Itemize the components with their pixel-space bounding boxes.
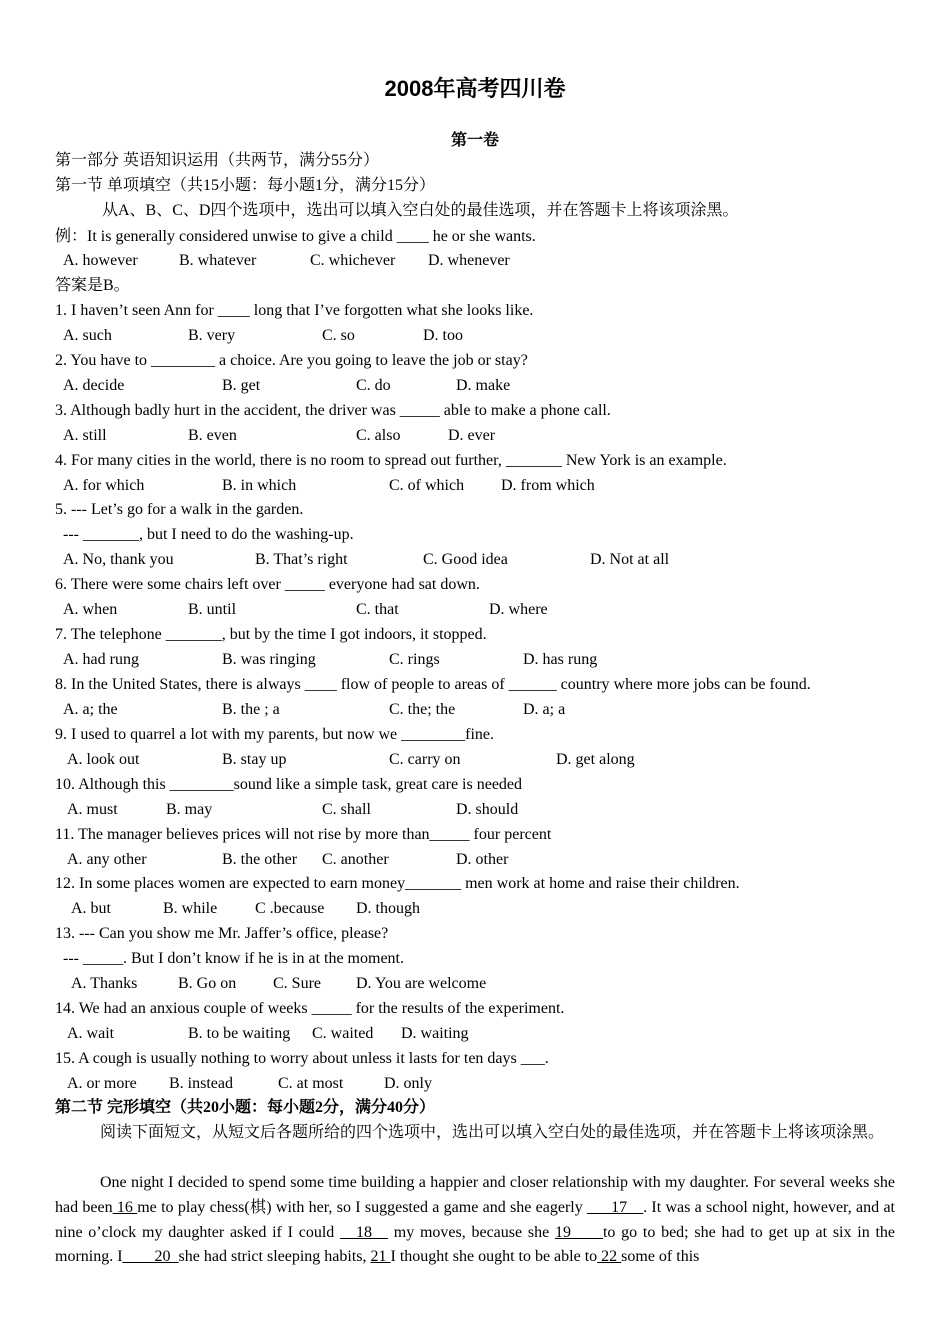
option-d: D. has rung: [523, 651, 598, 668]
option-c: C. carry on: [389, 751, 461, 768]
option-c: C. at most: [278, 1075, 344, 1092]
part-heading: 第一部分 英语知识运用（共两节，满分55分）: [55, 152, 380, 169]
example-option-c: C. whichever: [310, 252, 396, 269]
passage-text: me to play chess(棋) with her, so I suggested a game and she eagerly: [137, 1198, 588, 1216]
question-stem: 10. Although this ________sound like a simple task, great care is needed: [55, 776, 523, 793]
question-stem: 15. A cough is usually nothing to worry about unless it lasts for ten days ___.: [55, 1050, 549, 1067]
example-option-d: D. whenever: [428, 252, 510, 269]
cloze-blank-21: 21: [370, 1248, 391, 1266]
cloze-blank-20: ____20_: [122, 1248, 179, 1266]
option-d: D. waiting: [401, 1025, 469, 1042]
passage-text: some of this: [621, 1248, 700, 1266]
option-b: B. may: [166, 801, 213, 818]
option-d: D. should: [456, 801, 519, 818]
cloze-blank-16: 16: [112, 1198, 138, 1216]
option-b: B. to be waiting: [188, 1025, 291, 1042]
option-c: C. do: [356, 377, 391, 394]
option-b: B. was ringing: [222, 651, 316, 668]
option-a: A. Thanks: [71, 975, 138, 992]
cloze-blank-19: 19____: [554, 1223, 603, 1241]
option-a: A. must: [67, 801, 118, 818]
cloze-passage: [55, 1171, 895, 1270]
cloze-blank-18: __18__: [340, 1223, 389, 1241]
option-b: B. the ; a: [222, 701, 280, 718]
option-d: D. a; a: [523, 701, 566, 718]
question-stem: 6. There were some chairs left over _____ everyone had sat down.: [55, 576, 480, 593]
volume-heading: 第一卷: [450, 132, 499, 149]
question-stem: 13. --- Can you show me Mr. Jaffer’s office, please?: [55, 925, 389, 942]
cloze-blank-22: 22: [597, 1248, 622, 1266]
option-c: C. rings: [389, 651, 440, 668]
section2-heading: 第二节 完形填空（共20小题：每小题2分，满分40分）: [55, 1099, 436, 1116]
option-b: B. instead: [169, 1075, 233, 1092]
section2-instruction: 阅读下面短文，从短文后各题所给的四个选项中，选出可以填入空白处的最佳选项，并在答题卡上将该项涂黑。: [100, 1124, 885, 1141]
question-stem: 11. The manager believes prices will not rise by more than_____ four percent: [55, 826, 552, 843]
example-stem: 例：It is generally considered unwise to give a child ____ he or she wants.: [55, 228, 536, 245]
option-c: C. waited: [312, 1025, 374, 1042]
passage-text: I thought she ought to be able to: [390, 1248, 598, 1266]
option-a: A. had rung: [63, 651, 139, 668]
passage-text: she had strict sleeping habits,: [178, 1248, 371, 1266]
option-b: B. while: [163, 900, 218, 917]
question-stem: 1. I haven’t seen Ann for ____ long that I’ve forgotten what she looks like.: [55, 302, 534, 319]
option-d: D. though: [356, 900, 420, 917]
option-c: C. shall: [322, 801, 371, 818]
example-answer: 答案是B。: [55, 277, 130, 294]
option-a: A. a; the: [63, 701, 118, 718]
option-a: A. for which: [63, 477, 145, 494]
option-b: B. in which: [222, 477, 297, 494]
question-stem: 7. The telephone _______, but by the time I got indoors, it stopped.: [55, 626, 487, 643]
option-b: B. until: [188, 601, 237, 618]
option-b: B. very: [188, 327, 236, 344]
option-b: B. Go on: [178, 975, 237, 992]
option-a: A. wait: [67, 1025, 115, 1042]
question-stem-line2: --- _____. But I don’t know if he is in at the moment.: [63, 950, 404, 967]
option-a: A. such: [63, 327, 112, 344]
question-stem: 9. I used to quarrel a lot with my parents, but now we ________fine.: [55, 726, 495, 743]
passage-text: to go to bed; she had to get up at six in the morning. I: [55, 1223, 895, 1266]
option-d: D. where: [489, 601, 548, 618]
option-d: D. only: [384, 1075, 432, 1092]
question-stem: 12. In some places women are expected to earn money_______ men work at home and raise their children.: [55, 875, 740, 892]
option-c: C. Sure: [273, 975, 321, 992]
option-c: C. that: [356, 601, 399, 618]
question-stem-line2: --- _______, but I need to do the washing-up.: [63, 526, 354, 543]
passage-text: my moves, because she: [388, 1223, 555, 1241]
option-a: A. decide: [63, 377, 125, 394]
option-d: D. ever: [448, 427, 496, 444]
option-b: B. stay up: [222, 751, 287, 768]
option-a: A. look out: [67, 751, 140, 768]
option-a: A. or more: [67, 1075, 137, 1092]
option-c: C. of which: [389, 477, 465, 494]
section-heading: 第一节 单项填空（共15小题：每小题1分，满分15分）: [55, 177, 436, 194]
cloze-blank-17: ___17__: [587, 1198, 644, 1216]
option-d: D. other: [456, 851, 509, 868]
question-stem: 5. --- Let’s go for a walk in the garden.: [55, 501, 304, 518]
option-a: A. still: [63, 427, 107, 444]
option-c: C .because: [255, 900, 325, 917]
option-a: A. No, thank you: [63, 551, 174, 568]
option-d: D. make: [456, 377, 511, 394]
option-d: D. Not at all: [590, 551, 670, 568]
passage-text: One night I decided to spend some time building a happier and closer relationship with my daughter. For several weeks she had been: [55, 1174, 895, 1216]
option-d: D. too: [423, 327, 463, 344]
option-d: D. You are welcome: [356, 975, 487, 992]
option-a: A. but: [71, 900, 111, 917]
question-stem: 4. For many cities in the world, there is no room to spread out further, _______ New York is an example.: [55, 452, 727, 469]
page-title: 2008年高考四川卷: [384, 76, 566, 101]
question-stem: 3. Although badly hurt in the accident, the driver was _____ able to make a phone call.: [55, 402, 611, 419]
option-d: D. from which: [501, 477, 595, 494]
option-c: C. also: [356, 427, 401, 444]
passage-text: . It was a school night, however, and at nine o’clock my daughter asked if I could: [55, 1198, 895, 1241]
option-a: A. any other: [67, 851, 147, 868]
option-c: C. so: [322, 327, 355, 344]
section-instruction: 从A、B、C、D四个选项中，选出可以填入空白处的最佳选项，并在答题卡上将该项涂黑。: [102, 202, 739, 219]
example-option-b: B. whatever: [179, 252, 257, 269]
option-c: C. the; the: [389, 701, 456, 718]
question-stem: 8. In the United States, there is always ____ flow of people to areas of ______ country where more jobs can be found.: [55, 676, 811, 693]
option-d: D. get along: [556, 751, 635, 768]
option-b: B. That’s right: [255, 551, 348, 568]
option-a: A. when: [63, 601, 118, 618]
option-c: C. another: [322, 851, 389, 868]
option-b: B. the other: [222, 851, 298, 868]
option-c: C. Good idea: [423, 551, 508, 568]
example-option-a: A. however: [63, 252, 138, 269]
question-stem: 14. We had an anxious couple of weeks _____ for the results of the experiment.: [55, 1000, 565, 1017]
option-b: B. even: [188, 427, 237, 444]
option-b: B. get: [222, 377, 261, 394]
question-stem: 2. You have to ________ a choice. Are you going to leave the job or stay?: [55, 352, 528, 369]
